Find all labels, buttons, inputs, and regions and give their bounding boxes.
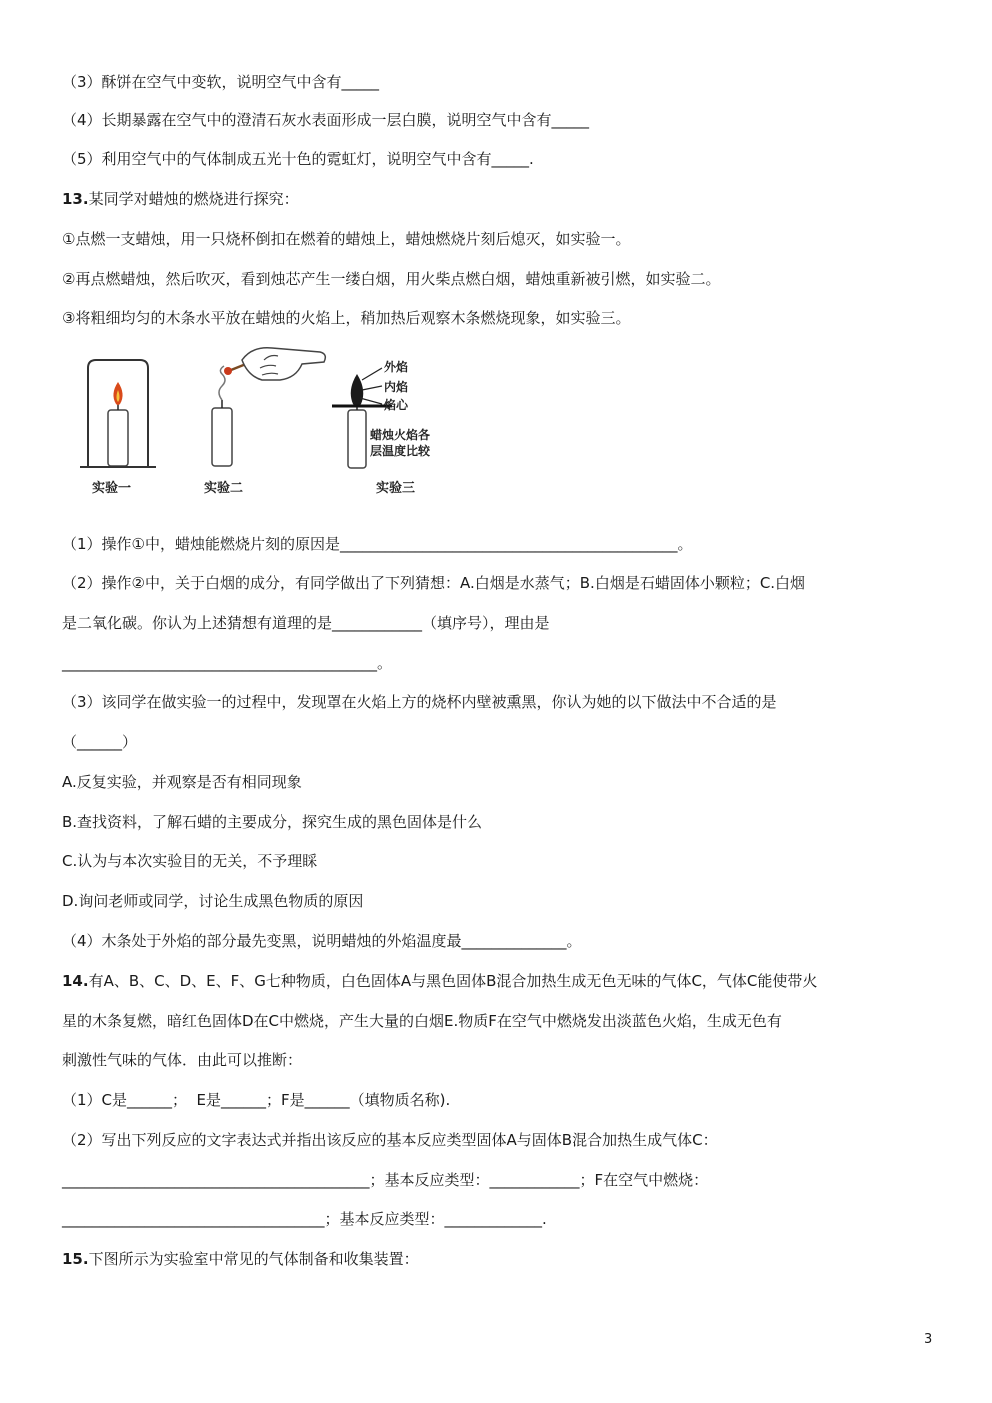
q15-number: 15. [62, 1250, 89, 1268]
q13-step1: ①点燃一支蜡烛，用一只烧杯倒扣在燃着的蜡烛上，蜡烛燃烧片刻后熄灭，如实验一。 [62, 230, 631, 248]
q14-part2-line3: ___________________________________；基本反应类型：_____________. [62, 1210, 547, 1228]
q13-part3-line2: （______） [62, 733, 138, 751]
q13-option-d: D.询问老师或同学，讨论生成黑色物质的原因 [62, 892, 364, 910]
q15-heading [62, 1249, 419, 1269]
q14-text1: 有A、B、C、D、E、F、G七种物质，白色固体A与黑色固体B混合加热生成无色无味的气体C，气体C能使带火 [88, 972, 818, 990]
q14-part2-line2: _________________________________________；基本反应类型：____________；F在空气中燃烧： [62, 1171, 709, 1189]
q13-option-b: B.查找资料，了解石蜡的主要成分，探究生成的黑色固体是什么 [62, 813, 483, 831]
q14-line3: 刺激性气味的气体．由此可以推断： [62, 1051, 303, 1069]
exp2-candle-match [212, 348, 325, 466]
q13-number: 13. [62, 190, 89, 208]
flame-core-label: 焰心 [384, 398, 409, 412]
exp3-caption: 实验三 [376, 481, 416, 496]
q14-part1: （1）C是______； E是______；F是______（填物质名称). [62, 1091, 451, 1109]
q13-part2-line3: __________________________________________。 [62, 654, 393, 672]
exp1-beaker-candle [80, 360, 156, 467]
q14-part2-line1: （2）写出下列反应的文字表达式并指出该反应的基本反应类型固体A与固体B混合加热生成气体C： [62, 1131, 718, 1149]
temperature-note-2: 层温度比较 [370, 444, 431, 458]
q12-part3: （3）酥饼在空气中变软，说明空气中含有_____ [62, 73, 380, 91]
q13-step2: ②再点燃蜡烛，然后吹灭，看到烛芯产生一缕白烟，用火柴点燃白烟，蜡烛重新被引燃，如实验二。 [62, 270, 721, 288]
q15-title: 下图所示为实验室中常见的气体制备和收集装置： [88, 1250, 419, 1268]
outer-flame-label: 外焰 [384, 360, 409, 374]
q13-option-a: A.反复实验，并观察是否有相同现象 [62, 773, 302, 791]
q14-number: 14. [62, 972, 89, 990]
q13-part4: （4）木条处于外焰的部分最先变黑，说明蜡烛的外焰温度最______________。 [62, 932, 582, 950]
page-number: 3 [924, 1332, 933, 1347]
q13-heading [62, 189, 299, 209]
inner-flame-label: 内焰 [384, 380, 409, 394]
exp2-caption: 实验二 [204, 481, 244, 496]
q14-line2: 星的木条复燃，暗红色固体D在C中燃烧，产生大量的白烟E.物质F在空气中燃烧发出淡蓝色火焰，生成无色有 [62, 1012, 782, 1030]
q13-part2-line1: （2）操作②中，关于白烟的成分，有同学做出了下列猜想：A.白烟是水蒸气；B.白烟是石蜡固体小颗粒；C.白烟 [62, 574, 806, 592]
temperature-note-1: 蜡烛火焰各 [370, 428, 431, 442]
q13-part3-line1: （3）该同学在做实验一的过程中，发现罩在火焰上方的烧杯内壁被熏黑，你认为她的以下做法中不合适的是 [62, 693, 777, 711]
q13-part2-line2: 是二氧化碳。你认为上述猜想有道理的是____________（填序号），理由是 [62, 614, 550, 632]
experiment-figure [70, 338, 465, 520]
q13-step3: ③将粗细均匀的木条水平放在蜡烛的火焰上，稍加热后观察木条燃烧现象，如实验三。 [62, 309, 631, 327]
q14-line1 [62, 971, 817, 991]
exp1-caption: 实验一 [92, 481, 132, 496]
q12-part4: （4）长期暴露在空气中的澄清石灰水表面形成一层白膜，说明空气中含有_____ [62, 111, 590, 129]
q13-part1: （1）操作①中，蜡烛能燃烧片刻的原因是_____________________________________________。 [62, 535, 693, 553]
q13-title: 某同学对蜡烛的燃烧进行探究： [88, 190, 299, 208]
q12-part5: （5）利用空气中的气体制成五光十色的霓虹灯，说明空气中含有_____. [62, 150, 534, 168]
q13-option-c: C.认为与本次实验目的无关，不予理睬 [62, 852, 318, 870]
